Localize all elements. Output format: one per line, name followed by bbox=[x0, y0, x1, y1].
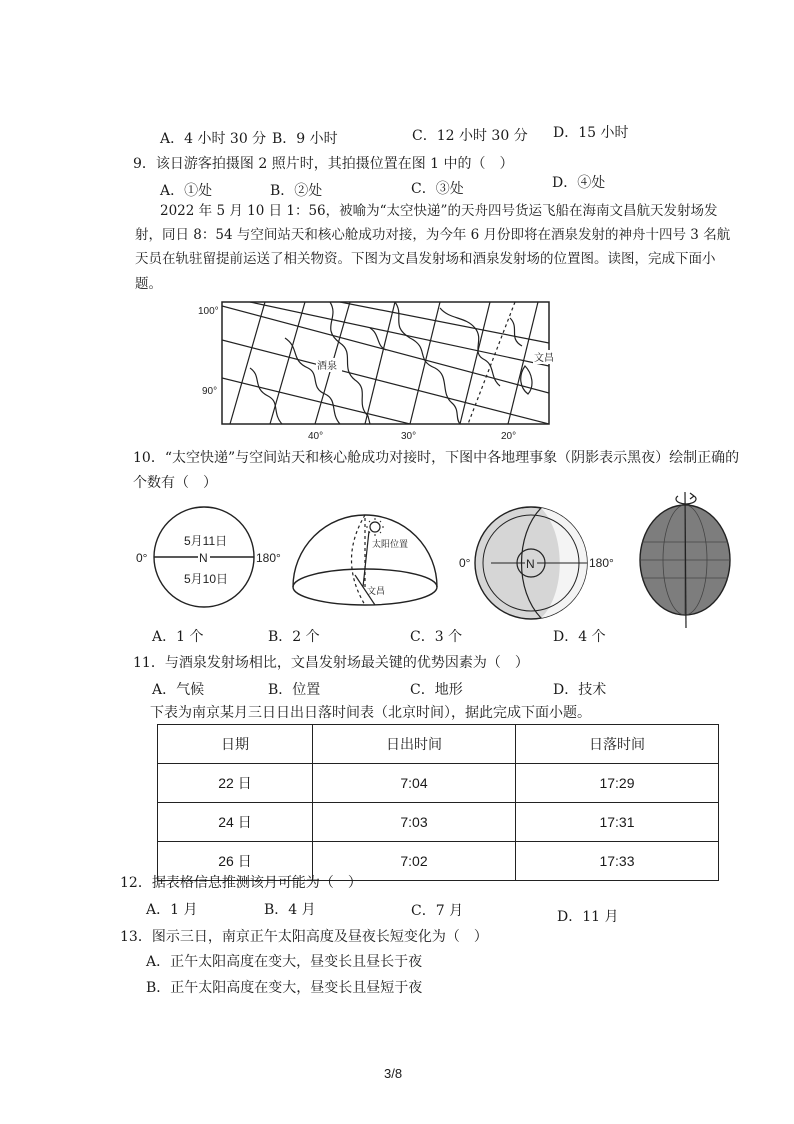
q10-stem-line-2: 个数有（ ） bbox=[133, 475, 217, 491]
q11-stem: 11．与酒泉发射场相比，文昌发射场最关键的优势因素为（ ） bbox=[133, 655, 529, 671]
q8-option-c: C．12 小时 30 分 bbox=[412, 128, 528, 144]
q11-option-c: C．地形 bbox=[410, 682, 463, 698]
table-header-sunrise: 日出时间 bbox=[313, 725, 516, 764]
sunrise-sunset-table bbox=[157, 724, 719, 881]
q9-option-b: B．②处 bbox=[270, 183, 323, 199]
q12-option-a: A．1 月 bbox=[146, 902, 198, 918]
map-lat-top: 100° bbox=[198, 306, 219, 317]
table-header-date: 日期 bbox=[158, 725, 313, 764]
map-lon-3: 20° bbox=[501, 431, 517, 442]
q8-option-b: B．9 小时 bbox=[272, 131, 338, 147]
q12-stem: 12．据表格信息推测该月可能为（ ） bbox=[120, 875, 362, 891]
q11-option-b: B．位置 bbox=[268, 682, 321, 698]
launch-site-map bbox=[190, 298, 570, 443]
table-cell-sunrise: 7:04 bbox=[313, 764, 516, 803]
q9-option-a: A．①处 bbox=[160, 183, 213, 199]
intro-line-1: 2022 年 5 月 10 日 1：56，被喻为“太空快递”的天舟四号货运飞船在海南文昌航天发射场发 bbox=[160, 203, 718, 219]
table-cell-sunrise: 7:02 bbox=[313, 842, 516, 881]
table-cell-date: 24 日 bbox=[158, 803, 313, 842]
table-row bbox=[158, 803, 719, 842]
q13-option-a: A．正午太阳高度在变大，昼变长且昼长于夜 bbox=[146, 954, 423, 970]
q8-option-d: D．15 小时 bbox=[553, 125, 629, 141]
q12-option-b: B．4 月 bbox=[264, 902, 316, 918]
table-cell-date: 22 日 bbox=[158, 764, 313, 803]
intro-line-4: 题。 bbox=[135, 276, 162, 292]
table-cell-sunset: 17:31 bbox=[516, 803, 719, 842]
fig1-label-right: 180° bbox=[256, 551, 281, 565]
q12-option-d: D．11 月 bbox=[557, 909, 619, 925]
table-header-sunset: 日落时间 bbox=[516, 725, 719, 764]
q11-option-d: D．技术 bbox=[553, 682, 607, 698]
q10-stem-line-1: 10．“太空快递”与空间站天和核心舱成功对接时，下图中各地理事象（阴影表示黑夜）绘制正确的 bbox=[133, 450, 740, 466]
fig1-label-center: N bbox=[199, 551, 208, 565]
map-lon-2: 30° bbox=[401, 431, 417, 442]
table-row bbox=[158, 764, 719, 803]
q9-option-d: D．④处 bbox=[552, 175, 606, 191]
fig3-label-left: 0° bbox=[459, 556, 471, 570]
intro-line-2: 射，同日 8：54 与空间站天和核心舱成功对接，为今年 6 月份即将在酒泉发射的神舟十四号 3 名航 bbox=[135, 227, 731, 243]
q8-option-a: A．4 小时 30 分 bbox=[160, 131, 267, 147]
map-city-wenchang: 文昌 bbox=[534, 353, 554, 364]
figure-hemisphere-sun bbox=[285, 505, 445, 610]
map-lon-1: 40° bbox=[308, 431, 324, 442]
table-cell-sunset: 17:33 bbox=[516, 842, 719, 881]
table-cell-date: 26 日 bbox=[158, 842, 313, 881]
q10-option-d: D．4 个 bbox=[553, 629, 606, 645]
figure-polar-shaded bbox=[455, 505, 625, 623]
q9-option-c: C．③处 bbox=[411, 181, 464, 197]
page-number: 3/8 bbox=[384, 1066, 403, 1081]
fig3-label-center: N bbox=[526, 557, 535, 571]
figure-date-line-circle bbox=[130, 505, 290, 615]
table-intro: 下表为南京某月三日日出日落时间表（北京时间），据此完成下面小题。 bbox=[150, 705, 591, 721]
intro-line-3: 天员在轨驻留提前运送了相关物资。下图为文昌发射场和酒泉发射场的位置图。读图，完成下面小 bbox=[135, 251, 716, 267]
fig2-sun-label: 太阳位置 bbox=[372, 539, 409, 549]
q12-option-c: C．7 月 bbox=[411, 903, 464, 919]
table-cell-sunrise: 7:03 bbox=[313, 803, 516, 842]
q10-option-c: C．3 个 bbox=[410, 629, 463, 645]
table-cell-sunset: 17:29 bbox=[516, 764, 719, 803]
fig3-label-right: 180° bbox=[589, 556, 614, 570]
map-lat-bottom: 90° bbox=[202, 386, 218, 397]
q11-option-a: A．气候 bbox=[152, 682, 205, 698]
fig2-city-label: 文昌 bbox=[367, 586, 386, 596]
q13-option-b: B．正午太阳高度在变大，昼变长且昼短于夜 bbox=[146, 980, 423, 996]
map-city-jiuquan: 酒泉 bbox=[317, 361, 337, 372]
q10-option-a: A．1 个 bbox=[152, 629, 204, 645]
figure-globe-shaded bbox=[630, 490, 740, 630]
table-header-row bbox=[158, 725, 719, 764]
q9-stem: 9．该日游客拍摄图 2 照片时，其拍摄位置在图 1 中的（ ） bbox=[133, 156, 514, 172]
q10-option-b: B．2 个 bbox=[268, 629, 320, 645]
fig1-label-left: 0° bbox=[136, 551, 148, 565]
fig1-label-top: 5月11日 bbox=[184, 534, 228, 548]
q13-stem: 13．图示三日，南京正午太阳高度及昼夜长短变化为（ ） bbox=[120, 929, 488, 945]
fig1-label-bottom: 5月10日 bbox=[184, 572, 229, 586]
